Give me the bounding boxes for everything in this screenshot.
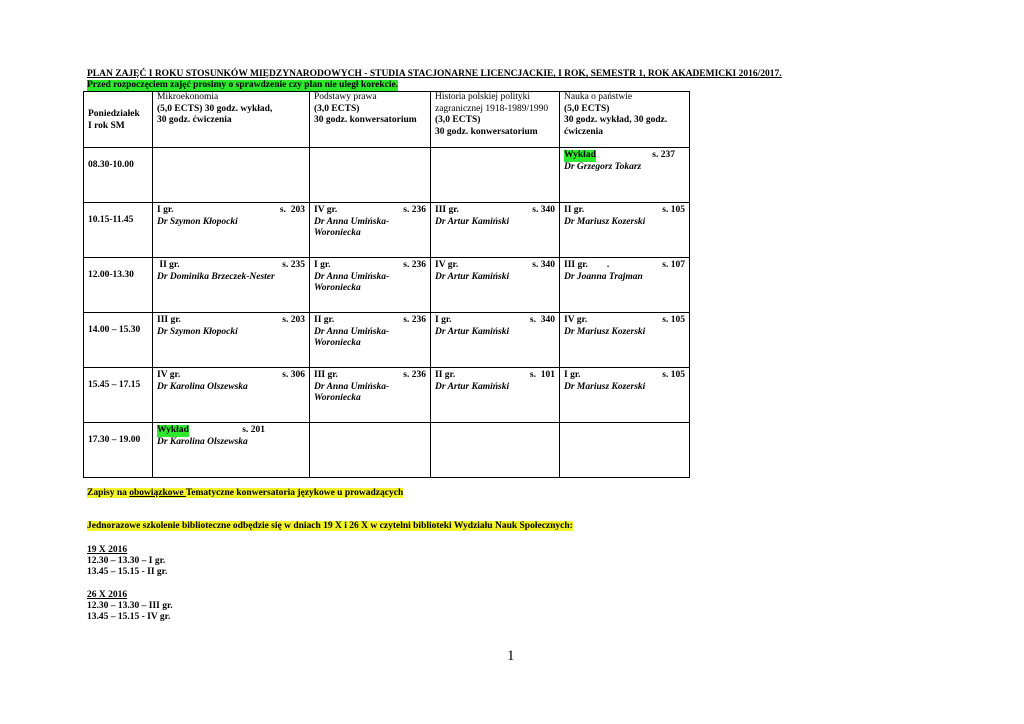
time-slot: 12.00-13.30 <box>84 258 153 313</box>
teacher-name: Dr Anna Umińska-Woroniecka <box>314 326 390 348</box>
table-row <box>84 203 690 258</box>
header-row <box>84 92 690 148</box>
group-label: II gr. <box>564 205 585 215</box>
column-detail: 30 godz. konwersatorium <box>435 126 538 137</box>
group-label: II gr. <box>435 370 456 380</box>
class-cell <box>153 368 310 423</box>
class-cell <box>560 148 690 203</box>
group-room-line <box>435 260 555 272</box>
date1-line: 13.45 – 15.15 - II gr. <box>87 567 168 577</box>
group-label: IV gr. <box>564 315 588 325</box>
group-room-line <box>157 315 305 327</box>
group-room-line <box>157 370 305 382</box>
group-room-line <box>157 425 305 437</box>
teacher-name: Dr Anna Umińska-Woroniecka <box>314 381 390 403</box>
group-room-line <box>314 315 426 327</box>
group-label: I gr. <box>314 260 331 270</box>
corner-cell <box>84 92 153 148</box>
group-room-line <box>314 205 426 217</box>
group-label: IV gr. <box>157 370 181 380</box>
teacher-name: Dr Anna Umińska-Woroniecka <box>314 216 390 238</box>
room-label: s. 105 <box>662 205 685 215</box>
group-room-line <box>157 260 305 272</box>
column-detail: (3,0 ECTS) <box>314 103 360 114</box>
class-cell <box>153 203 310 258</box>
class-cell <box>310 423 431 478</box>
room-label: s. 236 <box>403 205 426 215</box>
date1-line: 12.30 – 13.30 – I gr. <box>87 556 166 566</box>
group-label: I gr. <box>564 370 581 380</box>
class-cell <box>560 368 690 423</box>
time-slot: 17.30 – 19.00 <box>84 423 153 478</box>
table-row <box>84 258 690 313</box>
date2-heading: 26 X 2016 <box>87 590 128 600</box>
column-detail: (5,0 ECTS) 30 godz. wykład, <box>157 103 273 114</box>
class-cell <box>153 258 310 313</box>
time-slot: 14.00 – 15.30 <box>84 313 153 368</box>
column-header-nauka-o-panstwie <box>560 92 690 148</box>
class-cell <box>310 368 431 423</box>
teacher-name: Dr Anna Umińska-Woroniecka <box>314 271 390 293</box>
teacher-name: Dr Artur Kamiński <box>435 271 510 282</box>
zapisy-note <box>87 488 403 499</box>
class-cell <box>560 423 690 478</box>
time-slot: 15.45 – 17.15 <box>84 368 153 423</box>
class-cell <box>153 148 310 203</box>
table-row <box>84 423 690 478</box>
class-cell <box>431 313 560 368</box>
column-detail: (5,0 ECTS) <box>564 103 610 114</box>
class-cell <box>153 423 310 478</box>
group-label: III gr. . <box>564 260 610 270</box>
warning-banner: Przed rozpoczęciem zajęć prosimy o sprawdzenie czy plan nie uległ korekcie. <box>87 80 399 90</box>
group-label: IV gr. <box>314 205 338 215</box>
teacher-name: Dr Artur Kamiński <box>435 216 510 227</box>
group-room-line <box>564 315 685 327</box>
class-cell <box>153 313 310 368</box>
group-label: II gr. <box>157 260 180 270</box>
class-cell <box>560 258 690 313</box>
class-cell <box>310 148 431 203</box>
group-label: Wykład <box>564 150 596 160</box>
room-label: s. 235 <box>282 260 305 270</box>
date2-line: 13.45 – 15.15 - IV gr. <box>87 612 171 622</box>
room-label: s. 105 <box>662 315 685 325</box>
column-name: Mikroekonomia <box>157 92 219 102</box>
room-label: s. 236 <box>403 315 426 325</box>
document-title: PLAN ZAJĘĆ I ROKU STOSUNKÓW MIĘDZYNARODOWYCH - STUDIA STACJONARNE LICENCJACKIE, I ROK, SEMESTR 1, ROK AKADEMICKI 2016/2017. <box>87 69 782 79</box>
room-label: s. 107 <box>662 260 685 270</box>
group-label: II gr. <box>314 315 335 325</box>
class-cell <box>310 313 431 368</box>
zapisy-part: Zapisy na <box>87 488 130 498</box>
room-label: s. 340 <box>529 315 555 325</box>
group-room-line <box>564 260 685 272</box>
room-label: s. 237 <box>652 150 675 160</box>
column-detail: 30 godz. konwersatorium <box>314 115 417 125</box>
szkolenie-note <box>87 521 573 532</box>
column-detail: (3,0 ECTS) <box>435 115 481 125</box>
teacher-name: Dr Karolina Olszewska <box>157 381 248 392</box>
group-room-line <box>564 370 685 382</box>
room-label: s. 203 <box>282 315 305 325</box>
class-cell <box>310 203 431 258</box>
class-cell <box>431 258 560 313</box>
table-row <box>84 368 690 423</box>
group-label: III gr. <box>314 370 338 380</box>
group-room-line <box>435 370 555 382</box>
column-header-historia <box>431 92 560 148</box>
group-room-line <box>435 315 555 327</box>
group-room-line <box>157 205 305 217</box>
class-cell <box>431 148 560 203</box>
column-detail: 30 godz. ćwiczenia <box>157 115 232 125</box>
teacher-name: Dr Artur Kamiński <box>435 326 510 337</box>
zapisy-part-underlined: obowiązkowe <box>129 488 186 498</box>
column-name: Nauka o państwie <box>564 92 633 102</box>
room-label: s. 105 <box>662 370 685 380</box>
group-room-line <box>314 370 426 382</box>
class-cell <box>431 423 560 478</box>
room-label: s. 101 <box>529 370 555 380</box>
column-name: Historia polskiej polityki zagranicznej 1918-1989/1990 <box>435 92 549 114</box>
schedule-table <box>83 91 690 478</box>
room-label: s. 236 <box>403 370 426 380</box>
teacher-name: Dr Mariusz Kozerski <box>564 381 646 392</box>
group-label: I gr. <box>157 205 174 215</box>
teacher-name: Dr Dominika Brzeczek-Nester <box>157 271 275 282</box>
column-name: Podstawy prawa <box>314 92 377 102</box>
group-room-line <box>564 150 685 162</box>
teacher-name: Dr Mariusz Kozerski <box>564 216 646 227</box>
column-detail: 30 godz. wykład, 30 godz. ćwiczenia <box>564 115 668 137</box>
group-label: III gr. <box>157 315 181 325</box>
teacher-name: Dr Artur Kamiński <box>435 381 510 392</box>
room-label: s. 203 <box>279 205 305 215</box>
table-row <box>84 313 690 368</box>
teacher-name: Dr Karolina Olszewska <box>157 436 248 447</box>
teacher-name: Dr Mariusz Kozerski <box>564 326 646 337</box>
teacher-name: Dr Joanna Trajman <box>564 271 643 282</box>
day-label: Poniedziałek <box>88 109 140 119</box>
room-label: s. 201 <box>242 425 265 435</box>
date1-heading: 19 X 2016 <box>87 545 128 555</box>
room-label: s. 236 <box>403 260 426 270</box>
room-label: s. 340 <box>532 205 555 215</box>
group-room-line <box>314 260 426 272</box>
page-number: 1 <box>507 648 515 664</box>
group-room-line <box>435 205 555 217</box>
teacher-name: Dr Szymon Kłopocki <box>157 216 238 227</box>
class-cell <box>310 258 431 313</box>
class-cell <box>431 368 560 423</box>
class-cell <box>560 203 690 258</box>
room-label: s. 306 <box>282 370 305 380</box>
zapisy-part: Tematyczne konwersatoria językowe u prowadzących <box>185 488 404 498</box>
group-label: IV gr. <box>435 260 459 270</box>
teacher-name: Dr Szymon Kłopocki <box>157 326 238 337</box>
table-row <box>84 148 690 203</box>
group-room-line <box>564 205 685 217</box>
group-label: I gr. <box>435 315 452 325</box>
time-slot: 08.30-10.00 <box>84 148 153 203</box>
column-header-mikroekonomia <box>153 92 310 148</box>
szkolenie-text: Jednorazowe szkolenie biblioteczne odbędzie się w dniach 19 X i 26 X w czytelni biblioteki Wydziału Nauk Społecznych: <box>87 521 573 531</box>
room-label: s. 340 <box>532 260 555 270</box>
year-label: I rok SM <box>88 120 125 131</box>
time-slot: 10.15-11.45 <box>84 203 153 258</box>
date2-line: 12.30 – 13.30 – III gr. <box>87 601 173 611</box>
group-label: Wykład <box>157 425 189 435</box>
group-label: III gr. <box>435 205 459 215</box>
class-cell <box>560 313 690 368</box>
class-cell <box>431 203 560 258</box>
column-header-podstawy-prawa <box>310 92 431 148</box>
teacher-name: Dr Grzegorz Tokarz <box>564 161 642 172</box>
